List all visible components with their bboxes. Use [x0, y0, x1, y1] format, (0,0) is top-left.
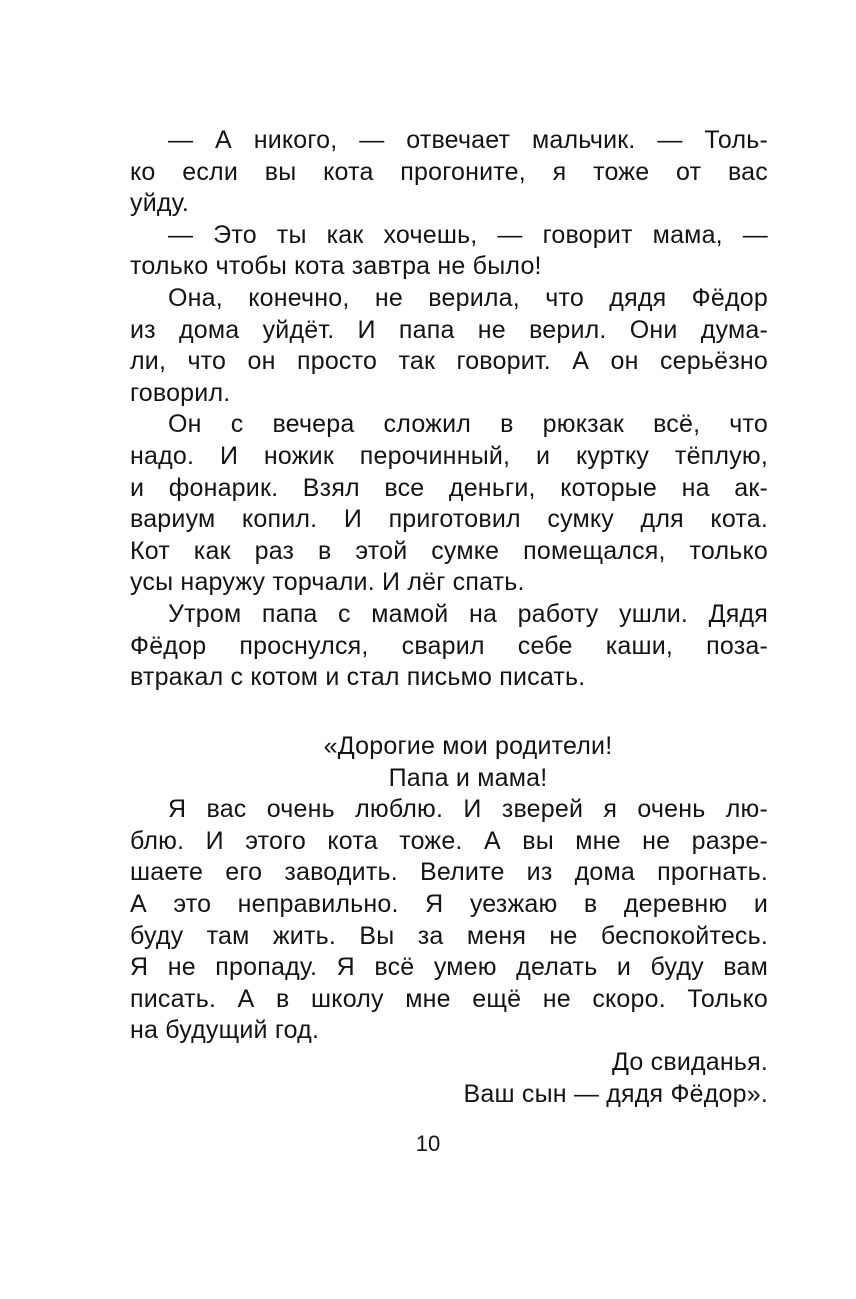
text-line: Она, конечно, не верила, что дядя Фёдор [168, 283, 768, 312]
text-line: уйду. [130, 189, 189, 218]
letter-line: на будущий год. [130, 1016, 320, 1045]
text-line: — Это ты как хочешь, — говорит мама, — [168, 220, 768, 249]
letter-line: Я не пропаду. Я всё умею делать и буду вам [130, 953, 768, 982]
letter-line: шаете его заводить. Велите из дома прогнать. [130, 858, 768, 887]
text-line: — А никого, — отвечает мальчик. — Толь- [168, 126, 768, 154]
text-line: Он с вечера сложил в рюкзак всё, что [168, 410, 768, 439]
text-line: из дома уйдёт. И папа не верил. Они дума- [130, 315, 768, 344]
text-line: только чтобы кота завтра не было! [130, 252, 542, 281]
text-line: говорил. [130, 378, 231, 407]
text-line: втракал с котом и стал письмо писать. [130, 663, 586, 692]
text-line: Фёдор проснулся, сварил себе каши, поза- [130, 631, 768, 660]
letter-line: буду там жить. Вы за меня не беспокойтесь. [130, 921, 768, 950]
text-line: Кот как раз в этой сумке помещался, только [130, 536, 768, 565]
text-line: ли, что он просто так говорит. А он серьёзно [130, 347, 768, 376]
text-line: ко если вы кота прогоните, я тоже от вас [130, 157, 768, 186]
narrative-text [130, 125, 768, 694]
letter-line: писать. А в школу мне ещё не скоро. Только [130, 984, 768, 1013]
page-number: 10 [415, 1131, 441, 1156]
text-line: Утром папа с мамой на работу ушли. Дядя [168, 599, 768, 628]
letter-closing-line: До свиданья. [611, 1047, 768, 1076]
text-line: усы наружу торчали. И лёг спать. [130, 568, 525, 597]
letter-line: Я вас очень люблю. И зверей я очень лю- [168, 795, 768, 824]
text-line: надо. И ножик перочинный, и куртку тёплую, [130, 441, 768, 470]
letter-salutation-line: «Дорогие мои родители! [323, 732, 613, 760]
text-line: и фонарик. Взял все деньги, которые на ак- [130, 473, 768, 502]
letter-salutation-line: Папа и мама! [388, 763, 548, 792]
text-line: вариум копил. И приготовил сумку для кота. [130, 505, 768, 534]
letter-text [130, 731, 768, 1110]
letter-line: блю. И этого кота тоже. А вы мне не разре- [130, 826, 768, 855]
letter-line: А это неправильно. Я уезжаю в деревню и [130, 889, 768, 918]
letter-signature-line: Ваш сын — дядя Фёдор». [463, 1079, 768, 1108]
